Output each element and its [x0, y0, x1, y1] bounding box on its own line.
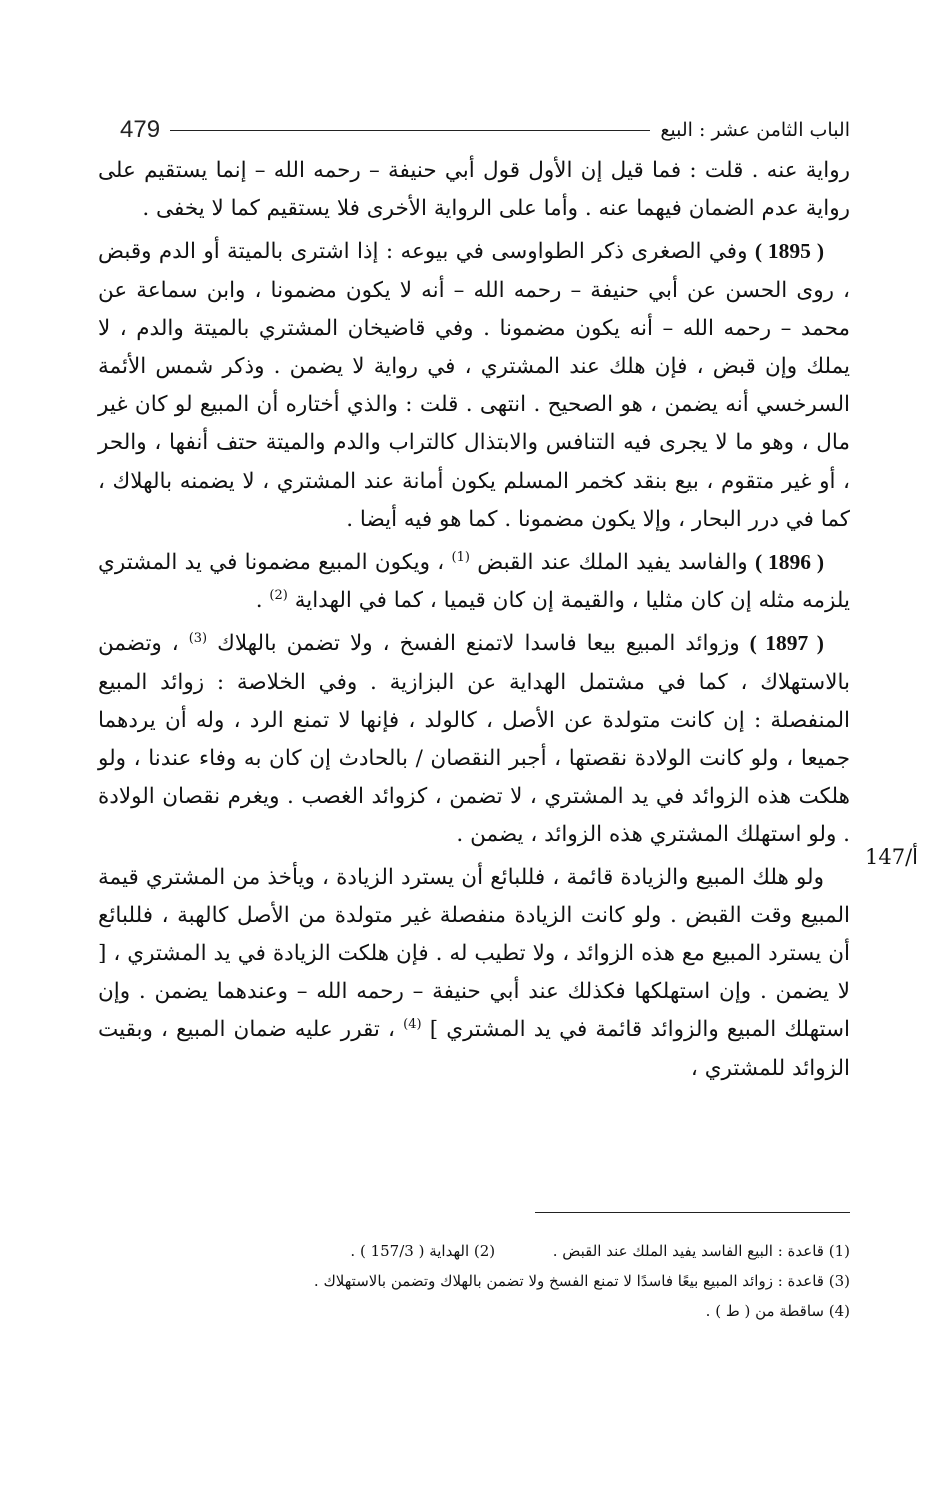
paragraph-text: ، ويكون المبيع مضمونا في يد المشتري يلزمه مثله إن كان مثليا ، والقيمة إن كان قيميا ، كما في الهداية — [98, 550, 850, 614]
footnote-3: (3) قاعدة : زوائد المبيع بيعًا فاسدًا لا تمنع الفسخ ولا تضمن بالهلاك وتضمن بالاستهلاك . — [313, 1272, 850, 1290]
paragraph-text: وزوائد المبيع بيعا فاسدا لاتمنع الفسخ ، ولا تضمن بالهلاك — [217, 631, 740, 657]
paragraph-text: . — [255, 588, 263, 614]
footnote-ref[interactable]: (1) — [451, 549, 470, 565]
paragraph-text: ، تقرر عليه ضمان المبيع ، وبقيت الزوائد للمشتري ، — [98, 1017, 850, 1081]
footnote-4: (4) ساقطة من ( ط ) . — [705, 1302, 850, 1320]
footnote-ref[interactable]: (4) — [403, 1017, 422, 1033]
article-number: ( 1897 ) — [749, 631, 824, 656]
paragraph-text: ، وتضمن بالاستهلاك ، كما في مشتمل الهداية عن البزازية . وفي الخلاصة : زوائد المبيع المنفصلة : إن كانت متولدة عن الأصل ، كالولد ، فإنها لا تمنع الرد ، وله أن يردهما جميعا ، ولو كانت الولادة نقصتها ، أجبر النقصان / بالحادث إن كان به وفاء عندنا ، ولو هلكت هذه الزوائد في يد المشتري ، لا تضمن ، كزوائد الغصب . ويغرم نقصان الولادة . ولو استهلك المشتري هذه الزوائد ، يضمن . — [98, 631, 850, 848]
paragraph-continued — [98, 859, 850, 1088]
paragraph-1896 — [98, 543, 850, 620]
footnote-line — [98, 1296, 850, 1326]
paragraph-text: رواية عنه . قلت : فما قيل إن الأول قول أبي حنيفة – رحمه الله – إنما يستقيم على رواية عدم الضمان فيهما عنه . وأما على الرواية الأخرى فلا يستقيم كما لا يخفى . — [98, 158, 850, 222]
footnote-ref[interactable]: (3) — [188, 631, 208, 647]
paragraph-1895 — [98, 232, 850, 539]
footnote-rule — [535, 1212, 850, 1213]
footnote-2: (2) الهداية ( 157/3 ) . — [350, 1242, 496, 1260]
paragraph-text: والفاسد يفيد الملك عند القبض — [477, 550, 748, 576]
footnote-line — [98, 1236, 850, 1266]
header-rule — [170, 130, 650, 131]
footnote-1: (1) قاعدة : البيع الفاسد يفيد الملك عند القبض . — [552, 1242, 850, 1260]
margin-folio-note: 147/أ — [865, 845, 919, 869]
article-number: ( 1895 ) — [754, 239, 824, 264]
page-number: 479 — [120, 116, 161, 143]
paragraph-1897 — [98, 624, 850, 854]
footnote-line — [98, 1266, 850, 1296]
footnote-ref[interactable]: (2) — [269, 588, 288, 604]
page-header — [120, 112, 850, 148]
article-number: ( 1896 ) — [754, 550, 824, 575]
paragraph-continuation — [98, 152, 850, 228]
main-text — [98, 152, 850, 1092]
footnotes — [98, 1236, 850, 1326]
paragraph-text: ولو هلك المبيع والزيادة قائمة ، فللبائع أن يسترد الزيادة ، ويأخذ من المشتري قيمة المبيع وقت القبض . ولو كانت الزيادة منفصلة غير متولدة من الأصل كالهبة ، فللبائع أن يسترد المبيع مع هذه الزوائد ، ولا تطيب له . فإن هلكت الزيادة في يد المشتري ، [ لا يضمن . وإن استهلكها فكذلك عند أبي حنيفة – رحمه الله – وعندهما يضمن . وإن استهلك المبيع والزوائد قائمة في يد المشتري ] — [98, 864, 850, 1043]
paragraph-text: وفي الصغرى ذكر الطواوسى في بيوعه : إذا اشترى بالميتة أو الدم وقبض ، روى الحسن عن أبي حنيفة – رحمه الله – أنه لا يكون مضمونا ، وابن سماعة عن محمد – رحمه الله – أنه يكون مضمونا . وفي قاضيخان المشتري بالميتة والدم ، لا يملك وإن قبض ، فإن هلك عند المشتري ، في رواية لا يضمن . وذكر شمس الأئمة السرخسي أنه يضمن ، هو الصحيح . انتهى . قلت : والذي أختاره أن المبيع لو كان غير مال ، وهو ما لا يجرى فيه التنافس والابتذال كالتراب والدم والميتة حتف أنفها ، والحر ، أو غير متقوم ، بيع بنقد كخمر المسلم يكون أمانة عند المشتري ، لا يضمنه بالهلاك ، كما في درر البحار ، وإلا يكون مضمونا . كما هو فيه أيضا . — [98, 239, 850, 532]
running-head: الباب الثامن عشر : البيع — [660, 119, 850, 141]
